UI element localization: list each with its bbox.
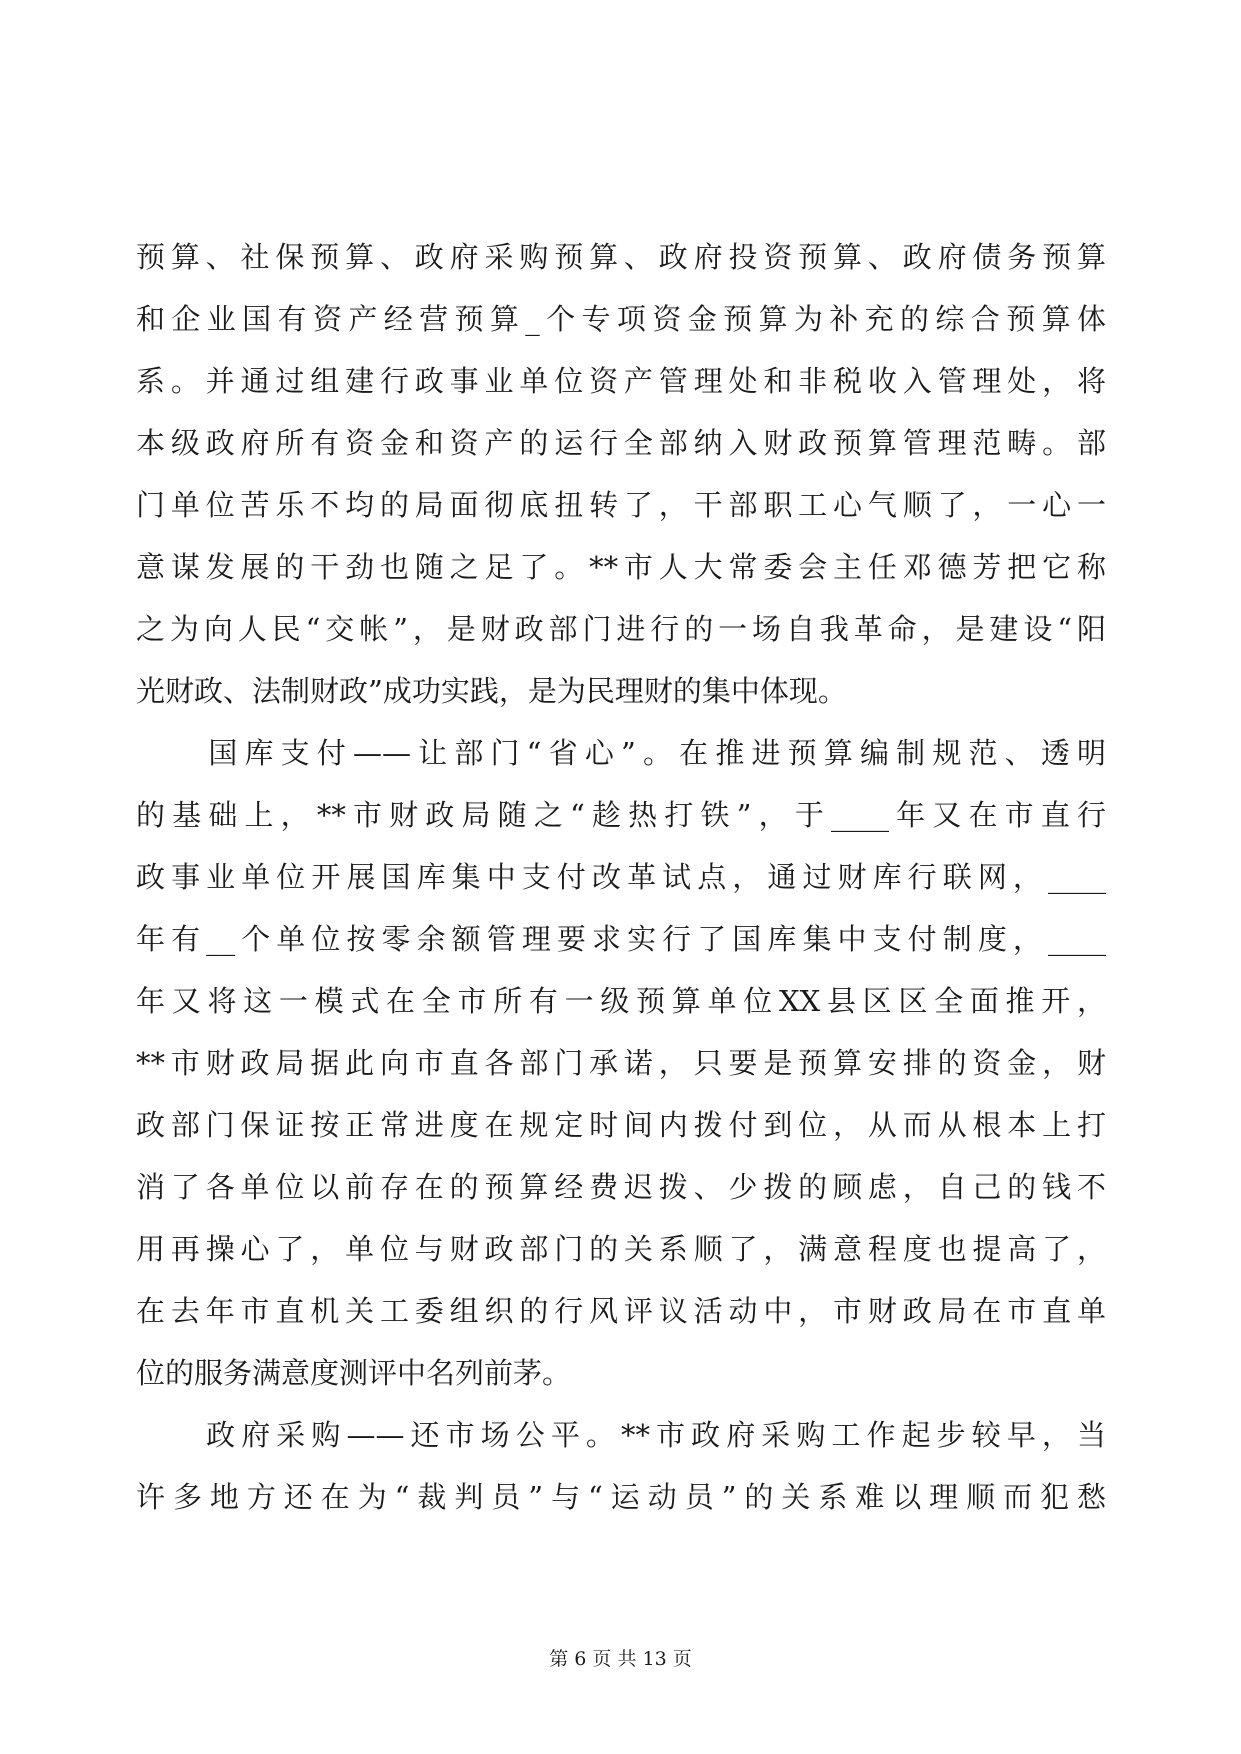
- text-line: 政部门保证按正常进度在规定时间内拨付到位，从而从根本上打: [136, 1108, 1106, 1142]
- text-line: 位的服务满意度测评中名列前茅。: [136, 1356, 572, 1390]
- text-line: 在去年市直机关工委组织的行风评议活动中，市财政局在市直单: [136, 1294, 1106, 1328]
- text-line: 门单位苦乐不均的局面彻底扭转了，干部职工心气顺了，一心一: [136, 488, 1106, 522]
- text-line: 意谋发展的干劲也随之足了。**市人大常委会主任邓德芳把它称: [136, 550, 1106, 584]
- text-line: 国库支付——让部门“省心”。在推进预算编制规范、透明: [136, 736, 1106, 770]
- text-line: 之为向人民“交帐”，是财政部门进行的一场自我革命，是建设“阳: [136, 612, 1106, 646]
- text-line: 消了各单位以前存在的预算经费迟拨、少拨的顾虑，自己的钱不: [136, 1170, 1106, 1204]
- text-line: 预算、社保预算、政府采购预算、政府投资预算、政府债务预算: [136, 240, 1106, 274]
- text-line: **市财政局据此向市直各部门承诺，只要是预算安排的资金，财: [136, 1046, 1106, 1080]
- text-line: 用再操心了，单位与财政部门的关系顺了，满意程度也提高了，: [136, 1232, 1106, 1266]
- text-line: 政府采购——还市场公平。**市政府采购工作起步较早，当: [136, 1418, 1106, 1452]
- page-number-footer: 第 6 页 共 13 页: [549, 1648, 692, 1670]
- text-line: 许多地方还在为“裁判员”与“运动员”的关系难以理顺而犯愁: [136, 1480, 1106, 1514]
- document-body: [136, 226, 1106, 1528]
- text-line: 年又将这一模式在全市所有一级预算单位XX县区区全面推开，: [136, 984, 1106, 1018]
- text-line: 光财政、法制财政”成功实践，是为民理财的集中体现。: [136, 674, 847, 708]
- text-line: 的基础上，**市财政局随之“趁热打铁”，于____年又在市直行: [136, 798, 1106, 832]
- text-line: 系。并通过组建行政事业单位资产管理处和非税收入管理处，将: [136, 364, 1106, 398]
- text-line: 和企业国有资产经营预算_个专项资金预算为补充的综合预算体: [136, 302, 1106, 336]
- text-line: 本级政府所有资金和资产的运行全部纳入财政预算管理范畴。部: [136, 426, 1106, 460]
- text-line: 年有__个单位按零余额管理要求实行了国库集中支付制度，____: [136, 922, 1106, 956]
- text-line: 政事业单位开展国库集中支付改革试点，通过财库行联网，____: [136, 860, 1106, 894]
